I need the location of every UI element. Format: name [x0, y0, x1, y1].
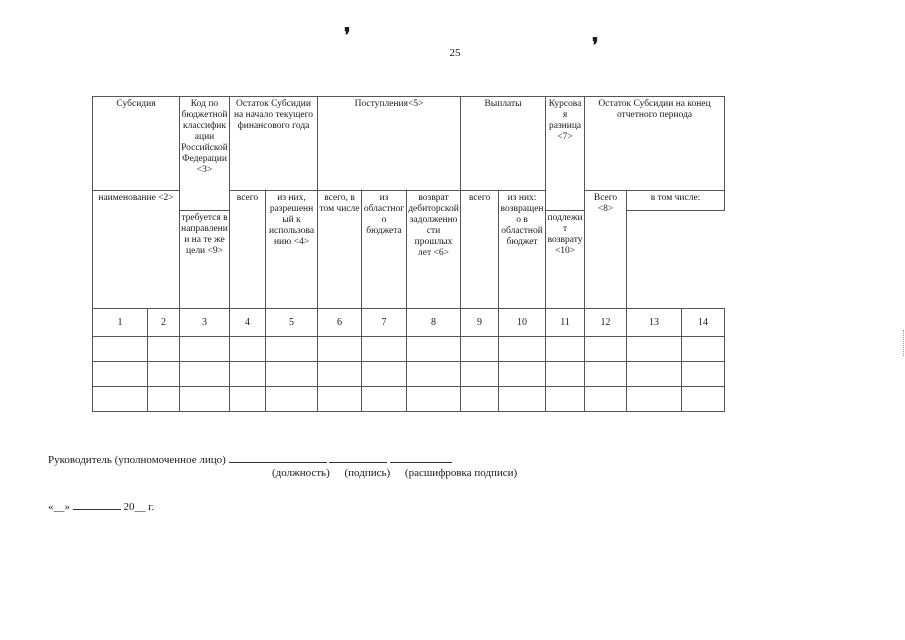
table-row: [93, 362, 725, 387]
column-number: 12: [585, 309, 627, 337]
signature-captions: [272, 467, 529, 479]
header-required-same-purpose: требуется в направлении на те же цели <9>: [180, 211, 230, 309]
column-number: 4: [230, 309, 266, 337]
header-including: в том числе:: [627, 191, 725, 211]
column-number: 1: [93, 309, 148, 337]
subsidy-report-table: [92, 96, 725, 412]
signature-caption: (подпись): [344, 467, 391, 479]
binding-mark-right: ❜: [592, 35, 599, 57]
column-number: 8: [407, 309, 461, 337]
header-budget-code: Код по бюджетной классификации Российской Федерации <3>: [180, 97, 230, 211]
table-row: [93, 387, 725, 412]
page-number: 25: [449, 47, 461, 59]
column-number: 2: [148, 309, 180, 337]
header-to-return: подлежит возврату <10>: [546, 211, 585, 309]
header-balance-end: Остаток Субсидии на конец отчетного периода: [585, 97, 725, 191]
position-blank: [229, 453, 327, 463]
date-day: «__»: [48, 501, 70, 513]
header-receipts-regional: из областного бюджета: [362, 191, 407, 309]
header-subsidy: Субсидия: [93, 97, 180, 191]
header-balance-allowed: из них, разрешенный к использованию <4>: [266, 191, 318, 309]
header-receipts: Поступления<5>: [318, 97, 461, 191]
position-caption: (должность): [272, 467, 330, 479]
header-receivables-return: возврат дебиторской задолженности прошлых лет <6>: [407, 191, 461, 309]
column-number: 7: [362, 309, 407, 337]
header-payments-returned: из них: возвращено в областной бюджет: [499, 191, 546, 309]
date-line: [48, 500, 154, 513]
signature-line: [48, 453, 452, 466]
date-month-blank: [73, 500, 121, 510]
column-number: 5: [266, 309, 318, 337]
column-number: 11: [546, 309, 585, 337]
binding-mark-left: ❜: [344, 25, 351, 47]
column-number: 6: [318, 309, 362, 337]
header-payments: Выплаты: [461, 97, 546, 191]
header-balance-end-total: Всего <8>: [585, 191, 627, 309]
header-receipts-total: всего, в том числе: [318, 191, 362, 309]
table-row: [93, 337, 725, 362]
column-number: 3: [180, 309, 230, 337]
column-number: 10: [499, 309, 546, 337]
date-year: 20__ г.: [123, 501, 155, 513]
header-balance-start: Остаток Субсидии на начало текущего финансового года: [230, 97, 318, 191]
header-exchange-difference: Курсовая разница <7>: [546, 97, 585, 211]
column-number: 9: [461, 309, 499, 337]
column-number: 13: [627, 309, 682, 337]
header-payments-total: всего: [461, 191, 499, 309]
header-name: наименование <2>: [93, 191, 180, 309]
decoding-caption: (расшифровка подписи): [404, 467, 518, 479]
manager-label: Руководитель (уполномоченное лицо): [48, 454, 226, 466]
header-balance-total: всего: [230, 191, 266, 309]
signature-blank: [329, 453, 387, 463]
column-number: 14: [682, 309, 725, 337]
decoding-blank: [390, 453, 452, 463]
